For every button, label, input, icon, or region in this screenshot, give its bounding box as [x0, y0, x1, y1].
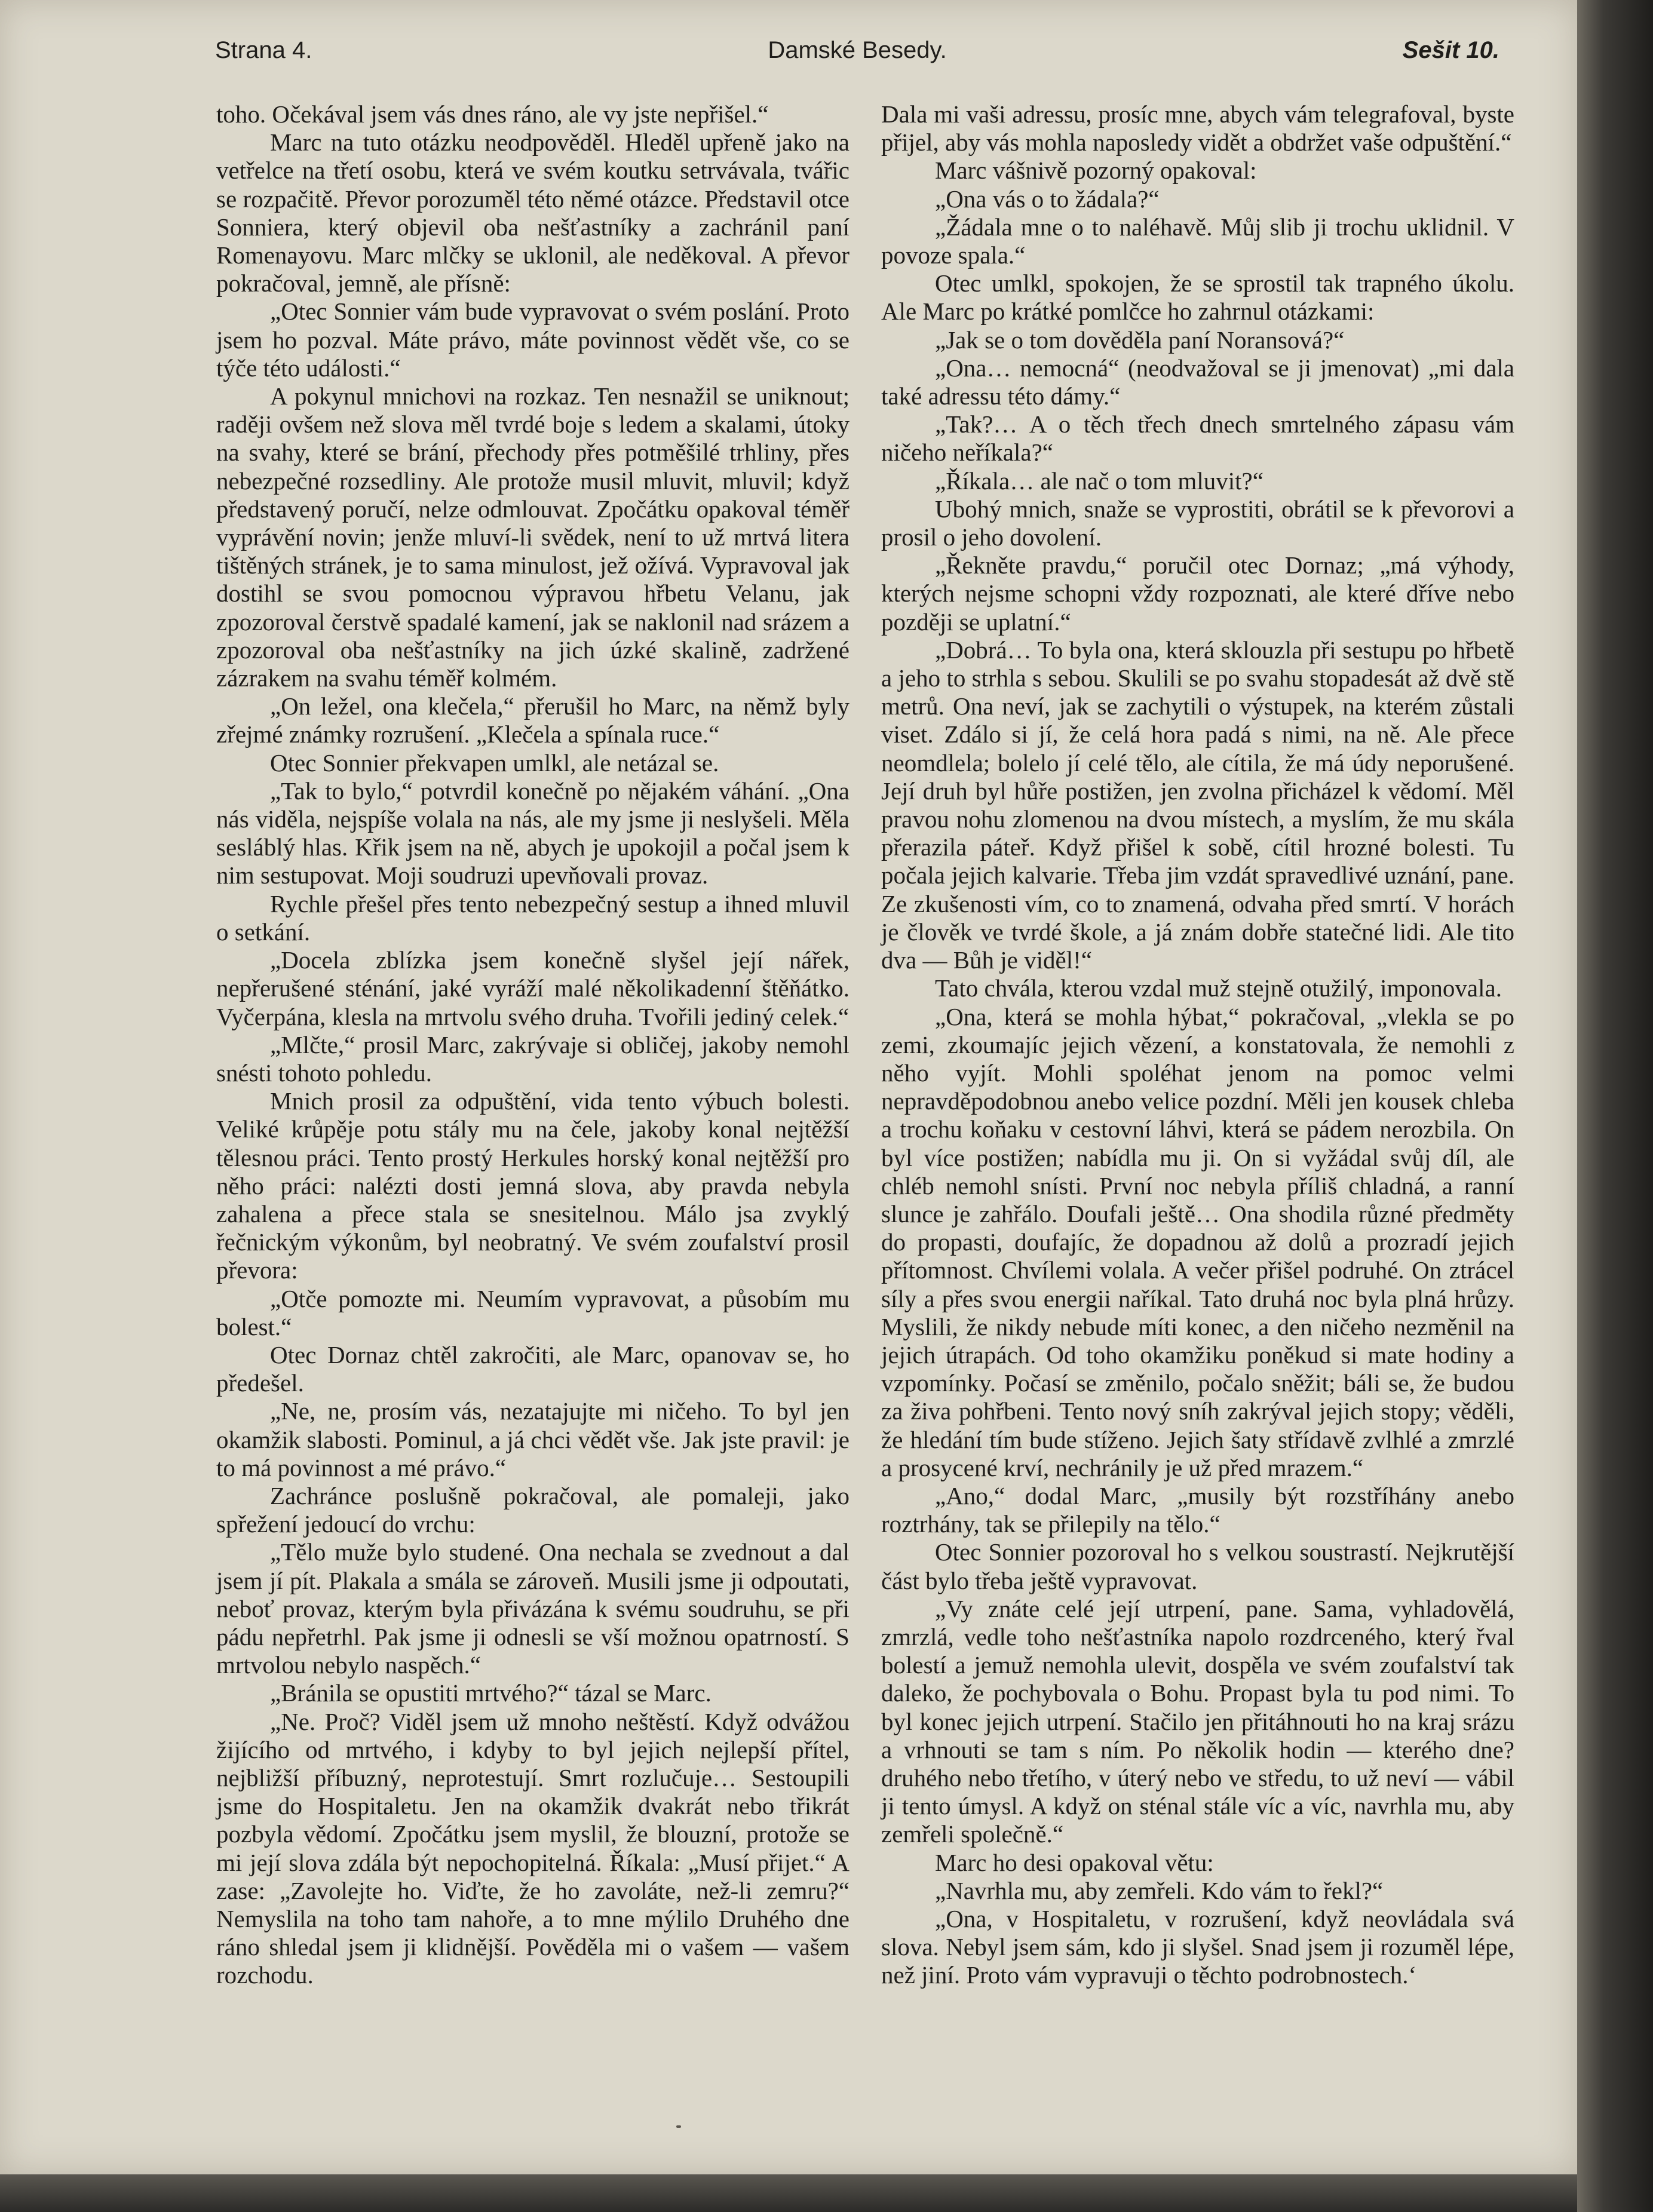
paragraph: „Vy znáte celé její utrpení, pane. Sama, vyhladovělá, zmrzlá, vedle toho nešťastníka napolo rozdrceného, který řval bolestí a jemuž nemohla ulevit, dospěla ve svém zoufalství tak daleko, že pochybovala o Bohu. Propast byla tu pod nimi. To byl konec jejich utrpení. Stačilo jen přitáhnouti ho na kraj srázu a vrhnouti se tam s ním. Po několik hodin — kterého dne? druhého nebo třetího, v úterý nebo ve středu, to už neví — vábil ji tento úmysl. A když on sténal stále víc a víc, navrhla mu, aby zemřeli společně.“ — [881, 1594, 1514, 1848]
paragraph: Mnich prosil za odpuštění, vida tento výbuch bolesti. Veliké krůpěje potu stály mu na čele, jakoby konal nejtěžší tělesnou práci. Tento prostý Herkules horský konal nejtěžší pro něho práci: nalézti dosti jemná slova, aby pravda nebyla zahalena a přece stala se snesitelnou. Málo jsa zvyklý řečnickým výkonům, byl neobratný. Ve svém zoufalství prosil převora: — [216, 1087, 849, 1284]
paragraph: „Řekněte pravdu,“ poručil otec Dornaz; „má výhody, kterých nejsme schopni vždy rozpoznati, ale které dříve nebo později se uplatní.“ — [881, 551, 1514, 636]
paragraph: „Žádala mne o to naléhavě. Můj slib ji trochu uklidnil. V povoze spala.“ — [881, 213, 1514, 269]
paragraph: „Tak?… A o těch třech dnech smrtelného zápasu vám ničeho neříkala?“ — [881, 410, 1514, 467]
paragraph: „Ona, v Hospitaletu, v rozrušení, když neovládala svá slova. Nebyl jsem sám, kdo ji slyšel. Snad jsem ji rozuměl lépe, než jiní. Proto vám vypravuji o těchto podrobnostech.‘ — [881, 1905, 1514, 1989]
paragraph: Zachránce poslušně pokračoval, ale pomaleji, jako spřežení jedoucí do vrchu: — [216, 1481, 849, 1538]
paragraph: „Jak se o tom dověděla paní Noransová?“ — [935, 326, 1345, 354]
paragraph: toho. Očekával jsem vás dnes ráno, ale vy jste nepřišel.“ — [216, 100, 769, 128]
page-header — [215, 37, 1499, 79]
paragraph: Marc na tuto otázku neodpověděl. Hleděl upřeně jako na vetřelce na třetí osobu, která ve svém koutku setrvávala, tvářic se rozpačitě. Převor porozuměl této němé otázce. Představil otce Sonniera, který objevil oba nešťastníky a zachránil paní Romenayovu. Marc mlčky se uklonil, ale neděkoval. A převor pokračoval, jemně, ale přísně: — [216, 128, 849, 297]
paragraph: „Mlčte,“ prosil Marc, zakrývaje si obličej, jakoby nemohl snésti tohoto pohledu. — [216, 1030, 849, 1087]
paragraph: „Ona… nemocná“ (neodvažoval se ji jmenovat) „mi dala také adressu této dámy.“ — [881, 354, 1514, 410]
publication-title: Damské Besedy. — [768, 37, 947, 63]
paragraph: Marc ho desi opakoval větu: — [935, 1848, 1214, 1876]
paragraph: „Docela zblízka jsem konečně slyšel její nářek, nepřerušené sténání, jaké vyráží malé několikadenní štěňátko. Vyčerpána, klesla na mrtvolu svého druha. Tvořili jediný celek.“ — [216, 946, 849, 1030]
paragraph: „Bránila se opustiti mrtvého?“ tázal se Marc. — [270, 1679, 712, 1707]
text-column-right — [881, 100, 1514, 1990]
paragraph: „Navrhla mu, aby zemřeli. Kdo vám to řekl?“ — [935, 1876, 1384, 1904]
paragraph: „Tak to bylo,“ potvrdil konečně po nějakém váhání. „Ona nás viděla, nejspíše volala na nás, ale my jsme ji neslyšeli. Měla sesláblý hlas. Křik jsem na ně, abych je upokojil a počal jsem k nim sestupovat. Moji soudruzi upevňovali provaz. — [216, 777, 849, 889]
paragraph: Otec umlkl, spokojen, že se sprostil tak trapného úkolu. Ale Marc po krátké pomlčce ho zahrnul otázkami: — [881, 269, 1514, 326]
paragraph: „Dobrá… To byla ona, která sklouzla při sestupu po hřbetě a jeho to strhla s sebou. Skulili se po svahu stopadesát až dvě stě metrů. Ona neví, jak se zachytili o výstupek, na kterém zůstali viset. Zdálo si jí, že celá hora padá s nimi, na ně. Ale přece neomdlela; bolelo jí celé tělo, ale cítila, že má údy neporušené. Její druh byl hůře postižen, jen zvolna přicházel k vědomí. Měl pravou nohu zlomenou na dvou místech, a myslím, že mu skála přerazila páteř. Když přišel k sobě, cítil hrozné bolesti. Tu počala jejich kalvarie. Třeba jim vzdát spravedlivé uznání, pane. Ze zkušenosti vím, co to znamená, odvaha před smrtí. V horách je člověk ve tvrdé škole, a já znám dobře statečné lidi. Ale tito dva — Bůh je viděl!“ — [881, 636, 1514, 974]
paragraph: Rychle přešel přes tento nebezpečný sestup a ihned mluvil o setkání. — [216, 889, 849, 946]
paragraph: „Ne, ne, prosím vás, nezatajujte mi ničeho. To byl jen okamžik slabosti. Pominul, a já chci vědět vše. Jak jste pravil: je to má povinnost a mé právo.“ — [216, 1397, 849, 1481]
issue-number: Sešit 10. — [1402, 37, 1499, 63]
paragraph: A pokynul mnichovi na rozkaz. Ten nesnažil se uniknout; raději ovšem než slova měl tvrdé boje s ledem a skalami, útoky na svahy, které se brání, přechody přes potměšilé trhliny, přes nebezpečné rozsedliny. Ale protože musil mluvit, mluvil; když představený poručí, nelze odmlouvat. Zpočátku opakoval téměř vyprávění novin; jenže mluví-li svědek, není to už mrtvá litera tištěných stránek, je to sama minulost, jež ožívá. Vypravoval jak dostihl se svou pomocnou výpravou hřbetu Velanu, jak zpozoroval čerstvě spadalé kamení, jak se naklonil nad srázem a zpozoroval oba nešťastníky na jich úzké skalině, zadržené zázrakem na svahu téměř kolmém. — [216, 382, 849, 692]
page-bottom-edge — [0, 2174, 1577, 2212]
book-binding-edge — [1577, 0, 1653, 2212]
paragraph: „Ona vás o to žádala?“ — [935, 185, 1160, 213]
paragraph: Marc vášnivě pozorný opakoval: — [935, 157, 1257, 185]
page-number: Strana 4. — [215, 37, 312, 63]
paragraph: Otec Sonnier pozoroval ho s velkou soustrastí. Nejkrutější část bylo třeba ještě vypravovat. — [881, 1538, 1514, 1594]
paragraph: „Otče pomozte mi. Neumím vypravovat, a působím mu bolest.“ — [216, 1284, 849, 1340]
paragraph: „Říkala… ale nač o tom mluvit?“ — [935, 467, 1263, 495]
paragraph: „Otec Sonnier vám bude vypravovat o svém poslání. Proto jsem ho pozval. Máte právo, máte povinnost vědět vše, co se týče této události.“ — [216, 297, 849, 382]
paragraph: Tato chvála, kterou vzdal muž stejně otužilý, imponovala. — [935, 974, 1502, 1002]
paragraph: „On ležel, ona klečela,“ přerušil ho Marc, na němž byly zřejmé známky rozrušení. „Klečela a spínala ruce.“ — [216, 692, 849, 748]
paragraph: Ubohý mnich, snaže se vyprostiti, obrátil se k převorovi a prosil o jeho dovolení. — [881, 495, 1514, 551]
paragraph: „Ne. Proč? Viděl jsem už mnoho neštěstí. Když odvážou žijícího od mrtvého, i kdyby to byl jejich nejlepší přítel, nejbližší příbuzný, neprotestují. Smrt rozlučuje… Sestoupili jsme do Hospitaletu. Jen na okamžik dvakrát nebo třikrát pozbyla vědomí. Zpočátku jsem myslil, že blouzní, protože se mi její slova zdála být nepochopitelná. Říkala: „Musí přijet.“ A zase: „Zavolejte ho. Viďte, že ho zavoláte, než-li zemru?“ Nemyslila na toho tam nahoře, a to mne mýlilo Druhého dne ráno shledal jsem ji klidnější. Pověděla mi o vašem — vašem rozchodu. — [216, 1707, 849, 1989]
paragraph: „Ano,“ dodal Marc, „musily být rozstříhány anebo roztrhány, tak se přilepily na tělo.“ — [881, 1481, 1514, 1538]
paragraph: Otec Dornaz chtěl zakročiti, ale Marc, opanovav se, ho předešel. — [216, 1340, 849, 1397]
text-column-left — [216, 100, 849, 1990]
paragraph: „Tělo muže bylo studené. Ona nechala se zvednout a dal jsem jí pít. Plakala a smála se zároveň. Musili jsme ji odpoutati, neboť provaz, kterým byla přivázána k svému soudruhu, se při pádu nepřetrhl. Pak jsme ji odnesli se vší možnou opatrností. S mrtvolou nebylo naspěch.“ — [216, 1538, 849, 1679]
paragraph: Dala mi vaši adressu, prosíc mne, abych vám telegrafoval, byste přijel, aby vás mohla naposledy vidět a obdržet vaše odpuštění.“ — [881, 100, 1514, 157]
print-speck — [676, 2125, 681, 2128]
paragraph: Otec Sonnier překvapen umlkl, ale netázal se. — [270, 748, 719, 777]
paragraph: „Ona, která se mohla hýbat,“ pokračoval, „vlekla se po zemi, zkoumajíc jejich vězení, a konstatovala, že nemohli z něho vyjít. Mohli spoléhat jenom na pomoc velmi nepravděpodobnou anebo velice pozdní. Měli jen kousek chleba a trochu koňaku v cestovní láhvi, která se pádem nerozbila. On byl více postižen; nabídla mu ji. On si vyžádal svůj díl, ale chléb nemohl snísti. První noc nebyla příliš chladná, a ranní slunce je zahřálo. Doufali ještě… Ona shodila různé předměty do propasti, doufajíc, že dopadnou až dolů a prozradí jejich přítomnost. Chvílemi volala. A večer přišel podruhé. On ztrácel síly a přes svou energii naříkal. Tato druhá noc byla plná hrůzy. Myslili, že nikdy nebude míti konec, a den ničeho nezměnil na jejich útrapách. Od toho okamžiku poněkud si mate hodiny a vzpomínky. Počasí se změnilo, počalo sněžit; báli se, že budou za živa pohřbeni. Tento nový sníh zakrýval jejich stopy; věděli, že hledání tím bude stíženo. Jejich šaty střídavě zvlhlé a zmrzlé a prosycené krví, nechránily je už před mrazem.“ — [881, 1002, 1514, 1481]
